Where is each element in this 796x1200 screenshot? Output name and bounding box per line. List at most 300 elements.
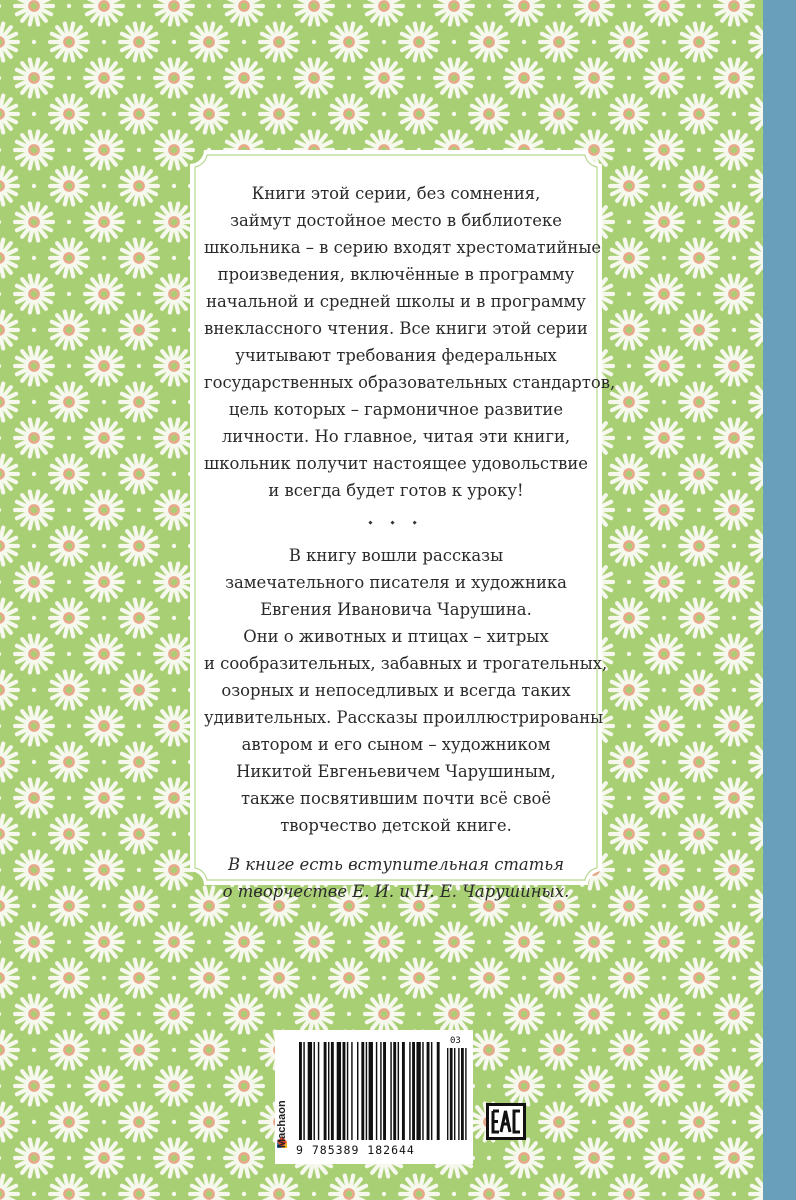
barcode-bar [369, 1042, 373, 1140]
daisy-flower [155, 1139, 193, 1176]
daisy-flower [365, 995, 403, 1032]
pattern-dot [522, 112, 526, 116]
daisy-flower [15, 923, 53, 960]
daisy-flower [750, 743, 763, 780]
pattern-dot [0, 1012, 1, 1016]
daisy-flower [715, 59, 753, 96]
daisy-flower [120, 1031, 158, 1068]
daisy-flower [680, 1103, 718, 1140]
pattern-dot [172, 904, 176, 908]
pattern-dot [732, 328, 736, 332]
barcode-bar [331, 1042, 334, 1140]
book-text-line: также посвятившим почти всё своё [240, 789, 552, 808]
pattern-dot [662, 256, 666, 260]
eac-certification-mark [486, 1103, 526, 1140]
pattern-dot [102, 328, 106, 332]
daisy-flower [470, 1175, 508, 1200]
daisy-flower [505, 1067, 543, 1104]
daisy-flower [680, 167, 718, 204]
pattern-dot [32, 1048, 36, 1052]
pattern-dot [347, 4, 351, 8]
pattern-dot [172, 616, 176, 620]
series-text-line: государственных образовательных стандартов, [204, 373, 616, 392]
daisy-flower [645, 419, 683, 456]
daisy-flower [610, 167, 648, 204]
daisy-flower [715, 563, 753, 600]
pattern-dot [172, 328, 176, 332]
daisy-flower [15, 419, 53, 456]
pattern-dot [102, 1120, 106, 1124]
daisy-flower [645, 59, 683, 96]
pattern-dot [627, 4, 631, 8]
daisy-flower [190, 1175, 228, 1200]
pattern-dot [67, 508, 71, 512]
pattern-dot [732, 400, 736, 404]
pattern-dot [207, 1084, 211, 1088]
pattern-dot [0, 580, 1, 584]
pattern-dot [67, 868, 71, 872]
pattern-dot [67, 292, 71, 296]
pattern-dot [0, 724, 1, 728]
barcode-bar [351, 1042, 352, 1140]
daisy-flower [0, 599, 18, 636]
pattern-dot [137, 508, 141, 512]
daisy-flower [365, 59, 403, 96]
daisy-flower [225, 59, 263, 96]
daisy-flower [0, 95, 18, 132]
daisy-flower [470, 959, 508, 996]
daisy-flower [645, 635, 683, 672]
pattern-dot [662, 328, 666, 332]
pattern-dot [697, 868, 701, 872]
daisy-flower [50, 671, 88, 708]
pattern-dot [67, 724, 71, 728]
pattern-dot [592, 1192, 596, 1196]
daisy-flower [645, 1067, 683, 1104]
daisy-flower [85, 491, 123, 528]
pattern-dot [417, 4, 421, 8]
daisy-flower [715, 131, 753, 168]
daisy-flower [610, 599, 648, 636]
daisy-flower [330, 95, 368, 132]
daisy-flower [85, 707, 123, 744]
pattern-dot [627, 724, 631, 728]
pattern-dot [137, 868, 141, 872]
daisy-flower [225, 0, 263, 25]
barcode-bar [383, 1042, 386, 1140]
pattern-dot [0, 940, 1, 944]
pattern-dot [32, 256, 36, 260]
daisy-flower [155, 995, 193, 1032]
barcode-bar [409, 1042, 410, 1140]
pattern-dot [662, 1048, 666, 1052]
daisy-flower [120, 959, 158, 996]
daisy-flower [610, 455, 648, 492]
daisy-flower [645, 347, 683, 384]
pattern-dot [452, 1192, 456, 1196]
pattern-dot [487, 4, 491, 8]
pattern-dot [172, 832, 176, 836]
daisy-flower [85, 347, 123, 384]
pattern-dot [487, 1012, 491, 1016]
pattern-dot [732, 760, 736, 764]
pattern-dot [137, 1012, 141, 1016]
pattern-dot [67, 4, 71, 8]
daisy-flower [435, 0, 473, 25]
barcode-bar [318, 1042, 319, 1140]
daisy-flower [645, 563, 683, 600]
daisy-flower [0, 455, 18, 492]
daisy-flower [435, 923, 473, 960]
pattern-dot [0, 796, 1, 800]
daisy-flower [50, 23, 88, 60]
daisy-flower [610, 311, 648, 348]
daisy-flower [120, 95, 158, 132]
pattern-dot [67, 364, 71, 368]
daisy-flower [365, 923, 403, 960]
daisy-flower [575, 1067, 613, 1104]
pattern-dot [662, 1192, 666, 1196]
pattern-dot [67, 1156, 71, 1160]
barcode-bar [390, 1042, 391, 1140]
series-text-line: школьник получит настоящее удовольствие [204, 454, 589, 473]
pattern-dot [67, 220, 71, 224]
pattern-dot [242, 40, 246, 44]
pattern-dot [732, 904, 736, 908]
pattern-dot [662, 616, 666, 620]
daisy-flower [645, 995, 683, 1032]
pattern-dot [102, 616, 106, 620]
pattern-dot [312, 40, 316, 44]
pattern-dot [137, 1156, 141, 1160]
pattern-dot [137, 364, 141, 368]
pattern-dot [732, 544, 736, 548]
pattern-dot [32, 616, 36, 620]
daisy-flower [50, 887, 88, 924]
pattern-dot [137, 724, 141, 728]
pattern-dot [697, 76, 701, 80]
barcode-bar [299, 1042, 302, 1140]
daisy-flower [750, 1031, 763, 1068]
pattern-dot [102, 112, 106, 116]
pattern-dot [382, 1192, 386, 1196]
daisy-flower [155, 419, 193, 456]
pattern-dot [382, 976, 386, 980]
book-text-line: Они о животных и птицах – хитрых [243, 627, 549, 646]
daisy-flower [50, 527, 88, 564]
daisy-flower [715, 635, 753, 672]
daisy-flower [610, 95, 648, 132]
daisy-flower [50, 1175, 88, 1200]
pattern-dot [487, 940, 491, 944]
pattern-dot [0, 436, 1, 440]
pattern-dot [32, 904, 36, 908]
pattern-dot [627, 364, 631, 368]
daisy-flower [190, 959, 228, 996]
daisy-flower [0, 887, 18, 924]
pattern-dot [487, 1084, 491, 1088]
pattern-dot [417, 1012, 421, 1016]
pattern-dot [732, 832, 736, 836]
pattern-dot [137, 148, 141, 152]
series-text-line: займут достойное место в библиотеке [230, 211, 562, 230]
pattern-dot [137, 940, 141, 944]
pattern-dot [137, 4, 141, 8]
pattern-dot [662, 112, 666, 116]
daisy-flower [610, 815, 648, 852]
pattern-dot [732, 1192, 736, 1196]
daisy-flower [645, 851, 683, 888]
pattern-dot [102, 1192, 106, 1196]
daisy-flower [680, 887, 718, 924]
daisy-flower [120, 23, 158, 60]
daisy-flower [85, 131, 123, 168]
pattern-dot [172, 688, 176, 692]
daisy-flower [120, 1175, 158, 1200]
pattern-dot [32, 40, 36, 44]
daisy-flower [610, 23, 648, 60]
pattern-dot [627, 148, 631, 152]
daisy-flower [15, 707, 53, 744]
daisy-flower [435, 59, 473, 96]
pattern-dot [697, 724, 701, 728]
daisy-flower [540, 1103, 578, 1140]
daisy-flower [190, 95, 228, 132]
daisy-flower [120, 455, 158, 492]
daisy-flower [15, 491, 53, 528]
addon-bar [454, 1048, 455, 1140]
pattern-dot [67, 1084, 71, 1088]
daisy-flower [85, 203, 123, 240]
daisy-flower [50, 1103, 88, 1140]
daisy-flower [15, 59, 53, 96]
pattern-dot [32, 760, 36, 764]
pattern-dot [732, 256, 736, 260]
barcode-bar [427, 1042, 430, 1140]
daisy-flower [680, 671, 718, 708]
book-text-line: замечательного писателя и художника [225, 573, 567, 592]
barcode-bar [357, 1042, 358, 1140]
series-text-line: личности. Но главное, читая эти книги, [221, 427, 571, 446]
pattern-dot [662, 472, 666, 476]
daisy-flower [680, 383, 718, 420]
pattern-dot [137, 220, 141, 224]
pattern-dot [0, 868, 1, 872]
pattern-dot [67, 580, 71, 584]
book-text-line: удивительных. Рассказы проиллюстрированы [204, 708, 604, 727]
barcode-bar [416, 1042, 420, 1140]
daisy-flower [715, 707, 753, 744]
daisy-flower [610, 671, 648, 708]
daisy-flower [15, 995, 53, 1032]
daisy-flower [0, 1031, 18, 1068]
daisy-flower [505, 923, 543, 960]
pattern-dot [522, 40, 526, 44]
pattern-dot [697, 436, 701, 440]
daisy-flower [750, 455, 763, 492]
daisy-flower [225, 1067, 263, 1104]
daisy-flower [15, 1139, 53, 1176]
pattern-dot [32, 472, 36, 476]
book-text-line: Никитой Евгеньевичем Чарушиным, [236, 762, 556, 781]
daisy-flower [610, 527, 648, 564]
daisy-flower [715, 1067, 753, 1104]
pattern-dot [592, 40, 596, 44]
daisy-flower [15, 635, 53, 672]
addon-bar [461, 1048, 464, 1140]
daisy-flower [715, 923, 753, 960]
pattern-dot [592, 1120, 596, 1124]
daisy-flower [750, 959, 763, 996]
daisy-flower [715, 491, 753, 528]
daisy-flower [155, 203, 193, 240]
book-description [204, 542, 608, 839]
barcode-bar [343, 1042, 346, 1140]
daisy-flower [50, 167, 88, 204]
daisy-flower [190, 1103, 228, 1140]
daisy-flower [645, 275, 683, 312]
daisy-flower [540, 1175, 578, 1200]
pattern-dot [697, 1156, 701, 1160]
pattern-dot [627, 1156, 631, 1160]
daisy-flower [470, 23, 508, 60]
daisy-flower [225, 995, 263, 1032]
pattern-dot [627, 796, 631, 800]
pattern-dot [32, 184, 36, 188]
pattern-dot [102, 760, 106, 764]
daisy-flower [715, 1139, 753, 1176]
daisy-flower [120, 887, 158, 924]
daisy-flower [190, 1031, 228, 1068]
daisy-flower [400, 1175, 438, 1200]
pattern-dot [102, 400, 106, 404]
pattern-dot [312, 976, 316, 980]
pattern-dot [697, 4, 701, 8]
daisy-flower [85, 275, 123, 312]
daisy-flower [15, 347, 53, 384]
daisy-flower [85, 851, 123, 888]
daisy-flower [260, 23, 298, 60]
barcode-bar [328, 1042, 329, 1140]
daisy-flower [715, 419, 753, 456]
daisy-flower [400, 95, 438, 132]
daisy-flower [400, 959, 438, 996]
daisy-flower [120, 239, 158, 276]
daisy-flower [680, 527, 718, 564]
daisy-flower [330, 23, 368, 60]
daisy-flower [610, 1175, 648, 1200]
pattern-dot [627, 580, 631, 584]
pattern-dot [557, 76, 561, 80]
pattern-dot [452, 40, 456, 44]
pattern-dot [522, 1192, 526, 1196]
daisy-flower [50, 599, 88, 636]
daisy-flower [645, 203, 683, 240]
book-text-line: Евгения Ивановича Чарушина. [260, 600, 532, 619]
barcode-bar [347, 1042, 348, 1140]
daisy-flower [190, 23, 228, 60]
pattern-dot [697, 364, 701, 368]
pattern-dot [347, 76, 351, 80]
daisy-flower [85, 923, 123, 960]
daisy-flower [50, 815, 88, 852]
daisy-flower [155, 779, 193, 816]
daisy-flower [680, 1175, 718, 1200]
daisy-flower [260, 95, 298, 132]
daisy-flower [750, 1175, 763, 1200]
daisy-flower [15, 275, 53, 312]
pattern-dot [732, 40, 736, 44]
daisy-flower [680, 239, 718, 276]
daisy-flower [645, 779, 683, 816]
pattern-dot [382, 112, 386, 116]
pattern-dot [67, 436, 71, 440]
pattern-dot [732, 184, 736, 188]
pattern-dot [207, 1012, 211, 1016]
daisy-flower [610, 239, 648, 276]
pattern-dot [242, 112, 246, 116]
daisy-flower [680, 23, 718, 60]
pattern-dot [557, 1156, 561, 1160]
pattern-dot [697, 652, 701, 656]
description-panel [190, 150, 616, 901]
book-text-line: автором и его сыном – художником [241, 735, 551, 754]
daisy-flower [15, 563, 53, 600]
pattern-dot [662, 1120, 666, 1124]
daisy-flower [365, 0, 403, 25]
pattern-dot [277, 1012, 281, 1016]
pattern-dot [0, 508, 1, 512]
daisy-flower [575, 0, 613, 25]
pattern-dot [137, 580, 141, 584]
pattern-dot [172, 544, 176, 548]
series-text-line: начальной и средней школы и в программу [206, 292, 586, 311]
pattern-dot [732, 1048, 736, 1052]
pattern-dot [627, 220, 631, 224]
pattern-dot [32, 400, 36, 404]
daisy-flower [750, 311, 763, 348]
pattern-dot [242, 1048, 246, 1052]
pattern-dot [102, 544, 106, 548]
barcode-bar [361, 1042, 364, 1140]
series-text-line: произведения, включённые в программу [217, 265, 575, 284]
daisy-flower [540, 23, 578, 60]
pattern-dot [347, 1012, 351, 1016]
daisy-flower [155, 347, 193, 384]
pattern-dot [32, 832, 36, 836]
pattern-dot [102, 1048, 106, 1052]
daisy-flower [155, 491, 193, 528]
pattern-dot [627, 868, 631, 872]
daisy-flower [680, 959, 718, 996]
daisy-flower [610, 887, 648, 924]
pattern-dot [697, 148, 701, 152]
pattern-dot [137, 796, 141, 800]
barcode-bar [337, 1042, 341, 1140]
pattern-dot [102, 472, 106, 476]
daisy-flower [120, 671, 158, 708]
daisy-flower [645, 923, 683, 960]
daisy-flower [85, 779, 123, 816]
daisy-flower [15, 779, 53, 816]
pattern-dot [732, 616, 736, 620]
daisy-flower [85, 563, 123, 600]
daisy-flower [715, 0, 753, 25]
pattern-dot [662, 40, 666, 44]
pattern-dot [697, 1012, 701, 1016]
daisy-flower [15, 131, 53, 168]
pattern-dot [557, 4, 561, 8]
